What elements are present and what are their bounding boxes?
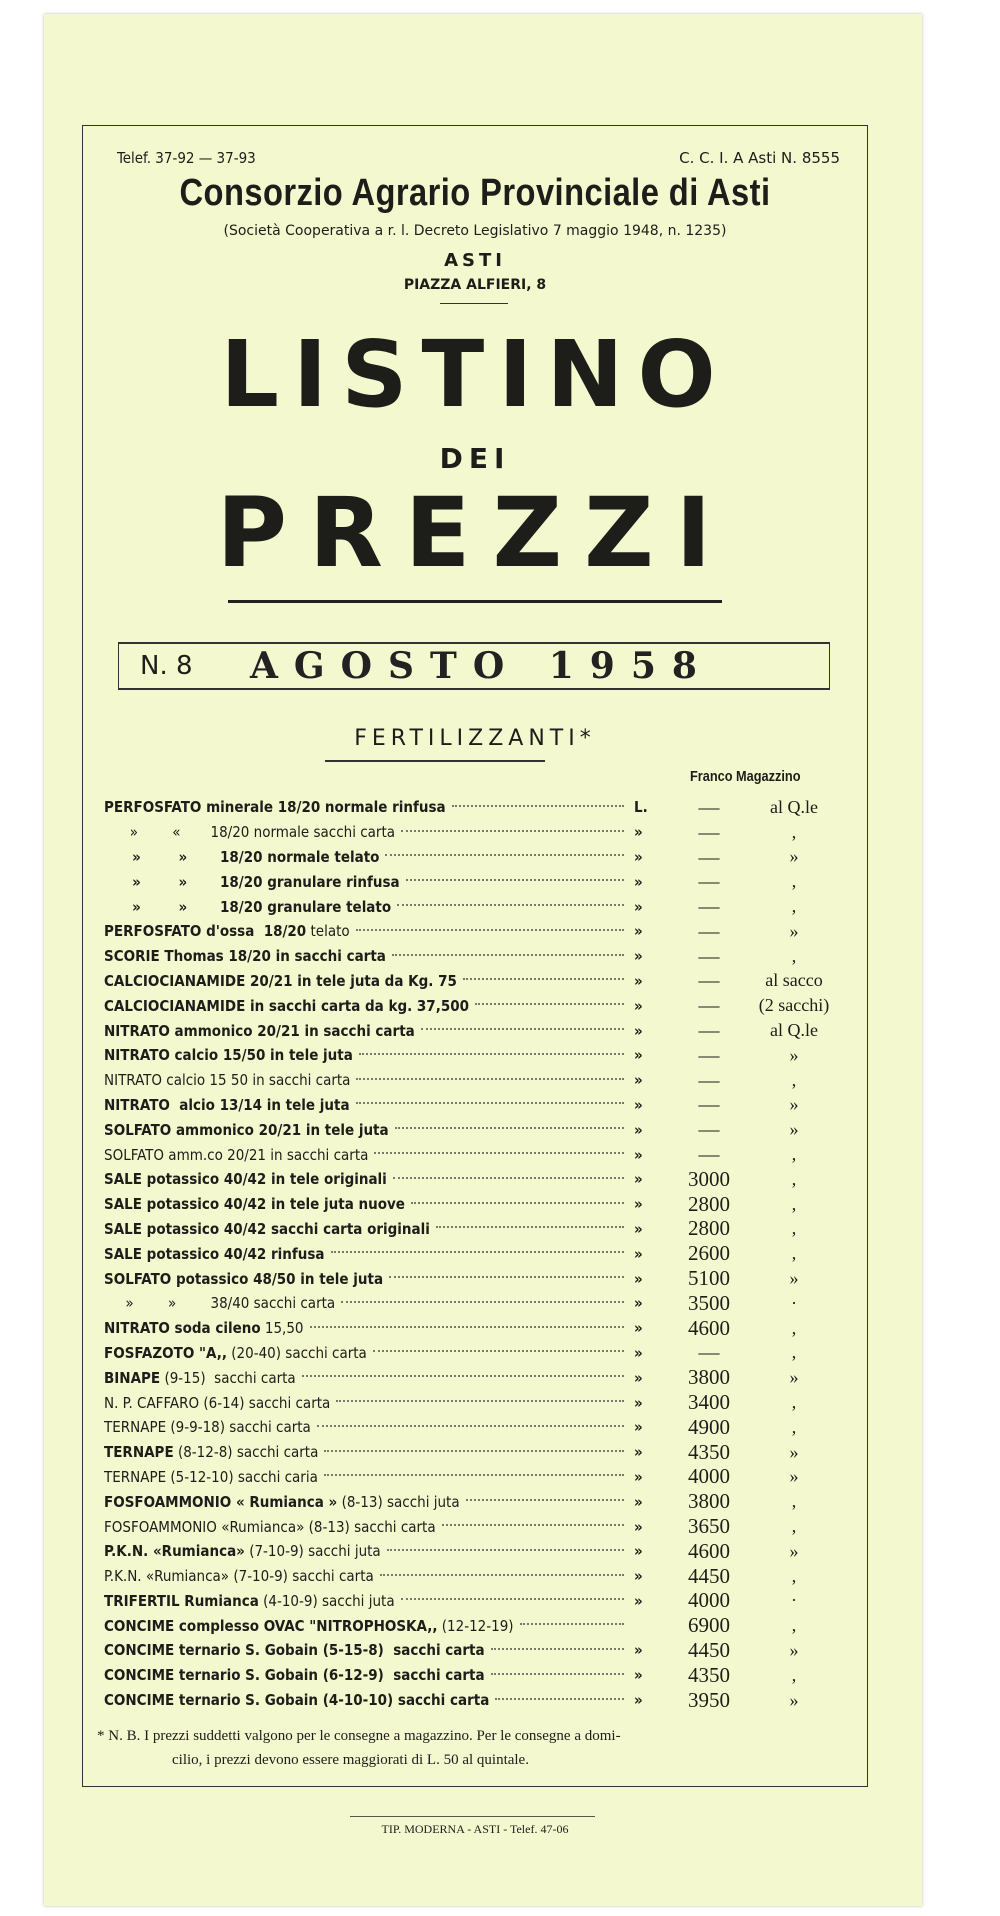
ditto-mark: »	[634, 1071, 643, 1090]
table-row	[104, 1564, 844, 1589]
product-name	[104, 1542, 381, 1560]
table-row	[104, 1266, 844, 1291]
product-name	[104, 1468, 318, 1486]
product-name-bold: SOLFATO ammonico 20/21 in tele juta	[104, 1120, 389, 1139]
product-name-bold: SALE potassico 40/42 in tele originali	[104, 1170, 387, 1189]
product-name-bold: CONCIME ternario S. Gobain (4-10-10) sacchi carta	[104, 1691, 490, 1710]
product-name-detail: (12-12-19)	[437, 1616, 514, 1635]
price-unit: »	[789, 1367, 799, 1388]
dot-leader	[336, 1399, 624, 1402]
product-name-bold: » » 18/20 granulare rinfusa	[104, 872, 400, 891]
dot-leader	[395, 1126, 624, 1129]
table-row	[104, 1068, 844, 1093]
price-unit: »	[789, 1119, 799, 1140]
product-name	[104, 1046, 353, 1064]
ditto-mark: »	[634, 1170, 643, 1189]
table-row	[104, 919, 844, 944]
table-row	[104, 1489, 844, 1514]
product-name-detail: (4-10-9) sacchi juta	[258, 1591, 395, 1610]
ditto-mark: »	[634, 947, 643, 966]
product-name	[104, 873, 400, 891]
ditto-mark: »	[634, 1517, 643, 1536]
price: 3000	[688, 1166, 730, 1191]
product-name	[104, 1195, 405, 1213]
product-name	[104, 1567, 374, 1585]
price-unit: ,	[791, 1491, 797, 1512]
table-row	[104, 1514, 844, 1539]
product-name	[104, 1641, 485, 1659]
price: 4900	[688, 1414, 730, 1439]
footnote-line: cilio, i prezzi devono essere maggiorati di L. 50 al quintale.	[172, 1752, 529, 1768]
ditto-mark: »	[634, 1195, 643, 1214]
organization-name: Consorzio Agrario Provinciale di Asti	[179, 172, 771, 214]
price-unit: »	[789, 1639, 799, 1660]
city: ASTI	[444, 250, 506, 271]
ditto-mark: »	[634, 1591, 643, 1610]
dot-leader	[463, 977, 624, 980]
price-unit: ·	[791, 1590, 797, 1611]
ditto-mark: »	[634, 922, 643, 941]
dot-leader	[385, 853, 624, 856]
product-name	[104, 947, 386, 965]
product-name-detail: SOLFATO amm.co 20/21 in sacchi carta	[104, 1145, 369, 1164]
ditto-mark: »	[634, 1145, 643, 1164]
price-unit: ·	[791, 1292, 797, 1313]
price-unit: ,	[791, 945, 797, 966]
product-name	[104, 823, 395, 841]
product-name	[104, 848, 379, 866]
ditto-mark: »	[634, 897, 643, 916]
product-name-bold: FOSFAZOTO "A,,	[104, 1343, 227, 1362]
price-unit: ,	[791, 1565, 797, 1586]
price-unit: ,	[791, 821, 797, 842]
dot-leader	[520, 1622, 624, 1625]
price-unit: »	[789, 1268, 799, 1289]
product-name	[104, 1493, 460, 1511]
product-name-bold: BINAPE	[104, 1368, 161, 1387]
product-name	[104, 1691, 489, 1709]
dot-leader	[324, 1449, 624, 1452]
price: —	[698, 1018, 720, 1043]
price-unit: ,	[791, 1615, 797, 1636]
dot-leader	[392, 953, 624, 956]
ditto-mark: »	[634, 1641, 643, 1660]
price-unit: »	[789, 846, 799, 867]
divider	[350, 1816, 595, 1817]
dot-leader	[406, 878, 624, 881]
ditto-mark: »	[634, 1418, 643, 1437]
address: PIAZZA ALFIERI, 8	[403, 277, 547, 293]
price: —	[698, 993, 720, 1018]
dot-leader	[356, 928, 624, 931]
product-name-detail: (8-13) sacchi juta	[337, 1492, 460, 1511]
price-unit: »	[789, 920, 799, 941]
ditto-mark: »	[634, 1021, 643, 1040]
price: —	[698, 943, 720, 968]
price-unit: ,	[791, 1144, 797, 1165]
product-name	[104, 1270, 383, 1288]
ditto-mark: »	[634, 1443, 643, 1462]
ditto-mark: »	[634, 1294, 643, 1313]
price: 3400	[688, 1390, 730, 1415]
table-row	[104, 1117, 844, 1142]
product-name-bold: SOLFATO potassico 48/50 in tele juta	[104, 1269, 384, 1288]
table-row	[104, 845, 844, 870]
dot-leader	[380, 1573, 624, 1576]
price: —	[698, 918, 720, 943]
ditto-mark: »	[634, 1567, 643, 1586]
product-name-detail: (9-15) sacchi carta	[160, 1368, 296, 1387]
price-unit: ,	[791, 1342, 797, 1363]
table-row	[104, 1390, 844, 1415]
product-name	[104, 1394, 330, 1412]
dot-leader	[389, 1275, 624, 1278]
price: —	[698, 1042, 720, 1067]
dot-leader	[491, 1672, 624, 1675]
price: —	[698, 869, 720, 894]
product-name-detail: NITRATO calcio 15 50 in sacchi carta	[104, 1071, 351, 1090]
product-name	[104, 1071, 350, 1089]
price: 4000	[688, 1588, 730, 1613]
product-name	[104, 1319, 304, 1337]
price: 4450	[688, 1563, 730, 1588]
product-name-detail: TERNAPE (5-12-10) sacchi caria	[104, 1467, 318, 1486]
table-row	[104, 1043, 844, 1068]
price: 2800	[688, 1191, 730, 1216]
product-name-detail: (20-40) sacchi carta	[227, 1343, 367, 1362]
price: —	[698, 794, 720, 819]
table-row	[104, 1241, 844, 1266]
product-name-bold: NITRATO alcio 13/14 in tele juta	[104, 1095, 350, 1114]
product-name-detail: » « 18/20 normale sacchi carta	[104, 823, 396, 842]
product-name-bold: TRIFERTIL Rumianca	[104, 1591, 259, 1610]
table-row	[104, 894, 844, 919]
price: 4600	[688, 1538, 730, 1563]
product-name	[104, 1418, 311, 1436]
product-name	[104, 1170, 387, 1188]
product-name-bold: PERFOSFATO minerale 18/20 normale rinfusa	[104, 798, 446, 817]
product-name	[104, 1592, 395, 1610]
price-unit: ,	[791, 1193, 797, 1214]
product-name	[104, 1369, 296, 1387]
price: —	[698, 1142, 720, 1167]
product-name-bold: SALE potassico 40/42 rinfusa	[104, 1244, 325, 1263]
section-underline	[325, 760, 545, 762]
dot-leader	[475, 1002, 624, 1005]
dot-leader	[356, 1077, 624, 1080]
table-row	[104, 1142, 844, 1167]
ditto-mark: »	[634, 996, 643, 1015]
product-name	[104, 1666, 485, 1684]
product-name	[104, 1220, 430, 1238]
table-row	[104, 1192, 844, 1217]
product-name-detail: FOSFOAMMONIO «Rumianca» (8-13) sacchi carta	[104, 1517, 436, 1536]
product-name	[104, 1518, 436, 1536]
ditto-mark: »	[634, 1542, 643, 1561]
price-unit: al Q.le	[770, 796, 818, 817]
table-row	[104, 869, 844, 894]
price: 4000	[688, 1464, 730, 1489]
table-row	[104, 1539, 844, 1564]
product-name-bold: CALCIOCIANAMIDE in sacchi carta da kg. 37,500	[104, 996, 469, 1015]
ditto-mark: »	[634, 847, 643, 866]
product-name-bold: NITRATO ammonico 20/21 in sacchi carta	[104, 1021, 415, 1040]
product-name	[104, 997, 469, 1015]
title-dei: DEI	[439, 442, 511, 475]
price: 4350	[688, 1662, 730, 1687]
table-row	[104, 969, 844, 994]
dot-leader	[374, 1151, 624, 1154]
price-unit: ,	[791, 1243, 797, 1264]
price: —	[698, 1092, 720, 1117]
price: 3800	[688, 1365, 730, 1390]
table-row	[104, 1638, 844, 1663]
dot-leader	[341, 1300, 624, 1303]
price-unit: ,	[791, 1416, 797, 1437]
ditto-mark: L.	[634, 798, 648, 817]
table-row	[104, 1291, 844, 1316]
product-name-bold: CONCIME complesso OVAC "NITROPHOSKA,,	[104, 1616, 438, 1635]
dot-leader	[495, 1697, 624, 1700]
price-unit: ,	[791, 1317, 797, 1338]
product-name-bold: NITRATO soda cileno	[104, 1319, 261, 1338]
table-row	[104, 1316, 844, 1341]
price: 3950	[688, 1687, 730, 1712]
dot-leader	[324, 1473, 624, 1476]
table-row	[104, 1365, 844, 1390]
dot-leader	[310, 1325, 624, 1328]
product-name-detail: P.K.N. «Rumianca» (7-10-9) sacchi carta	[104, 1567, 374, 1586]
table-row	[104, 820, 844, 845]
column-header: Franco Magazzino	[690, 768, 801, 785]
table-row	[104, 1613, 844, 1638]
dot-leader	[317, 1424, 624, 1427]
dot-leader	[401, 1597, 624, 1600]
table-row	[104, 1688, 844, 1713]
dot-leader	[466, 1498, 624, 1501]
issue-number: N. 8	[140, 651, 193, 681]
price: 2600	[688, 1241, 730, 1266]
price-unit: »	[789, 1689, 799, 1710]
ditto-mark: »	[634, 1467, 643, 1486]
product-name-detail: » » 38/40 sacchi carta	[104, 1294, 336, 1313]
price-table	[104, 795, 844, 1712]
title-listino: LISTINO	[220, 321, 730, 428]
table-row	[104, 1465, 844, 1490]
price-unit: »	[789, 1441, 799, 1462]
price: 3500	[688, 1290, 730, 1315]
ditto-mark: »	[634, 1120, 643, 1139]
product-name-detail: 15,50	[260, 1319, 304, 1338]
dot-leader	[452, 804, 624, 807]
product-name-bold: » » 18/20 normale telato	[104, 847, 380, 866]
dot-leader	[411, 1201, 624, 1204]
price-unit: ,	[791, 1516, 797, 1536]
ditto-mark: »	[634, 1269, 643, 1288]
product-name-bold: CONCIME ternario S. Gobain (6-12-9) sacchi carta	[104, 1666, 485, 1685]
table-row	[104, 1167, 844, 1192]
table-row	[104, 993, 844, 1018]
product-name	[104, 1245, 325, 1263]
price: 5100	[688, 1266, 730, 1291]
ditto-mark: »	[634, 1368, 643, 1387]
price: —	[698, 819, 720, 844]
ditto-mark: »	[634, 823, 643, 842]
product-name-detail: telato	[306, 922, 350, 941]
table-row	[104, 1018, 844, 1043]
product-name-bold: TERNAPE	[104, 1443, 174, 1462]
telephone: Telef. 37-92 — 37-93	[117, 149, 256, 167]
table-row	[104, 944, 844, 969]
table-row	[104, 1663, 844, 1688]
product-name	[104, 922, 350, 940]
printer-credit: TIP. MODERNA - ASTI - Telef. 47-06	[381, 1822, 569, 1836]
dot-leader	[331, 1250, 624, 1253]
table-row	[104, 1440, 844, 1465]
price: 3800	[688, 1489, 730, 1514]
dot-leader	[397, 903, 624, 906]
price: —	[698, 1340, 720, 1365]
cciaa-number: C. C. I. A Asti N. 8555	[679, 149, 840, 167]
product-name-detail: N. P. CAFFARO (6-14) sacchi carta	[104, 1393, 331, 1412]
price-unit: »	[789, 1044, 799, 1065]
price: —	[698, 844, 720, 869]
issue-date: AGOSTO 1958	[250, 645, 713, 687]
product-name-bold: CONCIME ternario S. Gobain (5-15-8) sacchi carta	[104, 1641, 485, 1660]
product-name-bold: NITRATO calcio 15/50 in tele juta	[104, 1046, 353, 1065]
price-unit: »	[789, 1094, 799, 1115]
product-name-detail: (7-10-9) sacchi juta	[244, 1542, 381, 1561]
ditto-mark: »	[634, 1095, 643, 1114]
price-unit: (2 sacchi)	[758, 995, 830, 1016]
table-row	[104, 1589, 844, 1614]
ditto-mark: »	[634, 971, 643, 990]
footnote	[97, 1724, 857, 1772]
price-unit: »	[789, 1540, 799, 1561]
legal-note: (Società Cooperativa a r. l. Decreto Legislativo 7 maggio 1948, n. 1235)	[223, 223, 727, 239]
product-name-bold: P.K.N. «Rumianca»	[104, 1542, 245, 1561]
product-name	[104, 972, 457, 990]
ditto-mark: »	[634, 1244, 643, 1263]
price: —	[698, 1117, 720, 1142]
price: —	[698, 1067, 720, 1092]
product-name-bold: SALE potassico 40/42 in tele juta nuove	[104, 1195, 405, 1214]
product-name-detail: TERNAPE (9-9-18) sacchi carta	[104, 1418, 311, 1437]
ditto-mark: »	[634, 1219, 643, 1238]
price-unit: al Q.le	[770, 1020, 818, 1041]
product-name	[104, 1146, 368, 1164]
dot-leader	[393, 1176, 624, 1179]
product-name	[104, 1022, 415, 1040]
price-unit: ,	[791, 871, 797, 892]
ditto-mark: »	[634, 1666, 643, 1685]
price: 4600	[688, 1315, 730, 1340]
dot-leader	[356, 1101, 624, 1104]
price-unit: al sacco	[765, 970, 823, 991]
section-title: FERTILIZZANTI*	[354, 726, 596, 751]
table-row	[104, 1415, 844, 1440]
price: —	[698, 968, 720, 993]
product-name	[104, 1617, 514, 1635]
price-unit: »	[789, 1466, 799, 1487]
price-unit: ,	[791, 1664, 797, 1685]
dot-leader	[359, 1052, 624, 1055]
price-unit: ,	[791, 1218, 797, 1239]
price: 2800	[688, 1216, 730, 1241]
dot-leader	[421, 1027, 624, 1030]
ditto-mark: »	[634, 1319, 643, 1338]
dot-leader	[302, 1374, 624, 1377]
price: —	[698, 894, 720, 919]
ditto-mark: »	[634, 1393, 643, 1412]
product-name	[104, 898, 391, 916]
product-name-bold: PERFOSFATO d'ossa 18/20	[104, 922, 307, 941]
ditto-mark: »	[634, 1343, 643, 1362]
product-name	[104, 1344, 367, 1362]
product-name-bold: FOSFOAMMONIO « Rumianca »	[104, 1492, 338, 1511]
price-unit: ,	[791, 896, 797, 917]
footnote-line: * N. B. I prezzi suddetti valgono per le consegne a magazzino. Per le consegne a domi-	[97, 1728, 621, 1744]
ditto-mark: »	[634, 872, 643, 891]
product-name	[104, 1096, 350, 1114]
dot-leader	[442, 1523, 624, 1526]
table-row	[104, 1093, 844, 1118]
dot-leader	[436, 1225, 624, 1228]
dot-leader	[387, 1548, 624, 1551]
table-row	[104, 1217, 844, 1242]
table-row	[104, 795, 844, 820]
title-underline	[228, 600, 722, 603]
price: 6900	[688, 1613, 730, 1638]
dot-leader	[373, 1349, 624, 1352]
price: 3650	[688, 1514, 730, 1539]
product-name	[104, 798, 446, 816]
ditto-mark: »	[634, 1691, 643, 1710]
product-name	[104, 1294, 335, 1312]
product-name	[104, 1443, 318, 1461]
product-name-bold: SALE potassico 40/42 sacchi carta originali	[104, 1219, 430, 1238]
table-row	[104, 1341, 844, 1366]
product-name-bold: » » 18/20 granulare telato	[104, 897, 392, 916]
price-unit: ,	[791, 1392, 797, 1413]
product-name-bold: SCORIE Thomas 18/20 in sacchi carta	[104, 947, 386, 966]
product-name-detail: (8-12-8) sacchi carta	[173, 1443, 319, 1462]
ditto-mark: »	[634, 1046, 643, 1065]
price: 4350	[688, 1439, 730, 1464]
dot-leader	[491, 1647, 624, 1650]
product-name	[104, 1121, 389, 1139]
price: 4450	[688, 1638, 730, 1662]
divider	[440, 303, 508, 304]
product-name-bold: CALCIOCIANAMIDE 20/21 in tele juta da Kg. 75	[104, 971, 457, 990]
price-unit: ,	[791, 1069, 797, 1090]
dot-leader	[401, 829, 624, 832]
ditto-mark: »	[634, 1492, 643, 1511]
price-unit: ,	[791, 1168, 797, 1189]
title-prezzi: PREZZI	[216, 477, 734, 589]
